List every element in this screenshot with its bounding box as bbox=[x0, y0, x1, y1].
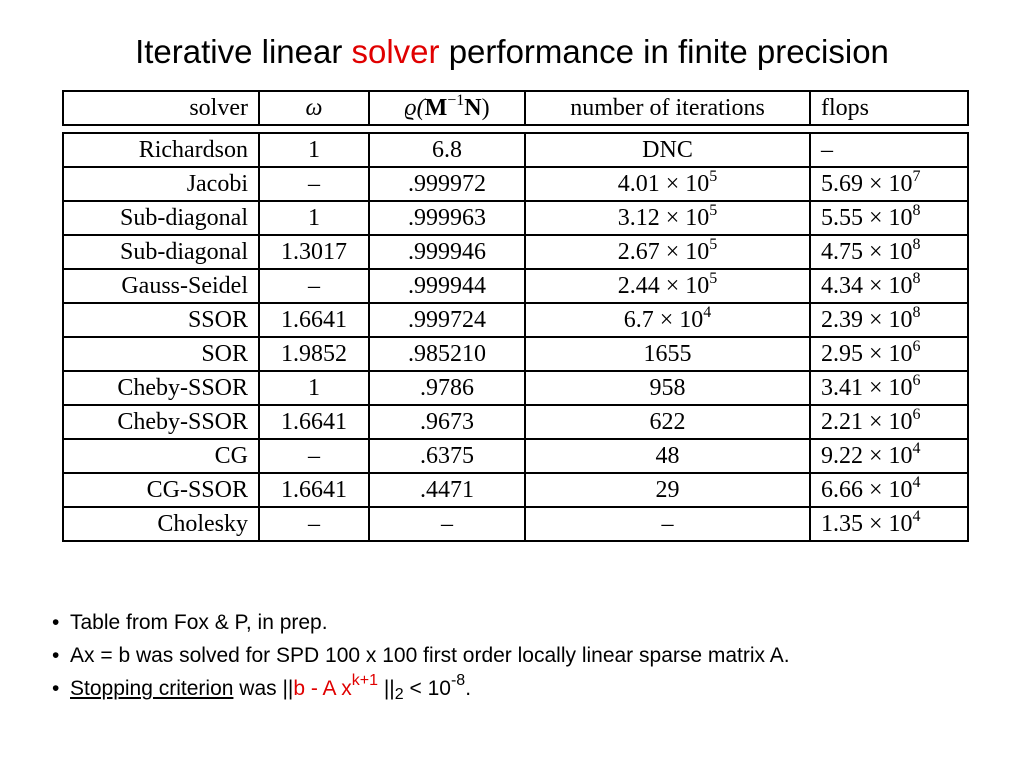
cell-iterations: $3.12 \times 10^5$ bbox=[525, 201, 810, 235]
note-item-criterion: • Stopping criterion was ||b - A $x^{k+1}$ $||_2 < 10^{-8}$. bbox=[52, 672, 472, 703]
results-table bbox=[62, 132, 969, 542]
table-row bbox=[63, 405, 968, 439]
cell-solver: SSOR bbox=[63, 303, 259, 337]
cell-omega: – bbox=[259, 167, 369, 201]
cell-omega: 1.6641 bbox=[259, 303, 369, 337]
cell-solver: Cheby-SSOR bbox=[63, 371, 259, 405]
cell-rho: .4471 bbox=[369, 473, 525, 507]
cell-solver: Sub-diagonal bbox=[63, 235, 259, 269]
cell-omega: 1.3017 bbox=[259, 235, 369, 269]
title-text-1: Iterative linear bbox=[135, 33, 352, 70]
cell-iterations: $6.7 \times 10^4$ bbox=[525, 303, 810, 337]
header-row bbox=[63, 91, 968, 125]
cell-iterations: DNC bbox=[525, 133, 810, 167]
cell-rho: .999724 bbox=[369, 303, 525, 337]
cell-iterations: $4.01 \times 10^5$ bbox=[525, 167, 810, 201]
cell-flops: $6.66 \times 10^4$ bbox=[810, 473, 968, 507]
table-row bbox=[63, 439, 968, 473]
cell-omega: 1.9852 bbox=[259, 337, 369, 371]
cell-rho: 6.8 bbox=[369, 133, 525, 167]
cell-rho: .9786 bbox=[369, 371, 525, 405]
cell-rho: .999963 bbox=[369, 201, 525, 235]
cell-rho: .999946 bbox=[369, 235, 525, 269]
cell-solver: Cheby-SSOR bbox=[63, 405, 259, 439]
table-row bbox=[63, 337, 968, 371]
bullet-dot: • bbox=[52, 644, 60, 667]
cell-omega: 1 bbox=[259, 201, 369, 235]
cell-solver: Jacobi bbox=[63, 167, 259, 201]
header-omega: ω bbox=[259, 91, 369, 125]
note-item-source: • Table from Fox & P, in prep. bbox=[52, 606, 1002, 639]
cell-iterations: $2.44 \times 10^5$ bbox=[525, 269, 810, 303]
table-row bbox=[63, 371, 968, 405]
cell-omega: – bbox=[259, 269, 369, 303]
residual-expression: b - A $x^{k+1}$ bbox=[293, 672, 378, 700]
table-row bbox=[63, 133, 968, 167]
cell-flops: $2.95 \times 10^6$ bbox=[810, 337, 968, 371]
cell-iterations: 1655 bbox=[525, 337, 810, 371]
cell-rho: .999944 bbox=[369, 269, 525, 303]
table-row bbox=[63, 269, 968, 303]
table-row bbox=[63, 235, 968, 269]
title-highlight: solver bbox=[351, 33, 440, 70]
cell-omega: 1.6641 bbox=[259, 473, 369, 507]
cell-iterations: 622 bbox=[525, 405, 810, 439]
bullet-dot: • bbox=[52, 611, 60, 634]
cell-flops: $1.35 \times 10^4$ bbox=[810, 507, 968, 541]
cell-solver: Gauss-Seidel bbox=[63, 269, 259, 303]
cell-solver: Richardson bbox=[63, 133, 259, 167]
table-row bbox=[63, 201, 968, 235]
cell-iterations: 48 bbox=[525, 439, 810, 473]
slide-title bbox=[0, 30, 1024, 74]
table-row bbox=[63, 473, 968, 507]
cell-omega: 1 bbox=[259, 371, 369, 405]
cell-rho: .985210 bbox=[369, 337, 525, 371]
notes-list bbox=[52, 606, 1002, 705]
title-text-2: performance in finite precision bbox=[439, 33, 889, 70]
cell-iterations: $2.67 \times 10^5$ bbox=[525, 235, 810, 269]
stopping-criterion-link[interactable]: Stopping criterion bbox=[70, 677, 234, 700]
cell-flops: $4.75 \times 10^8$ bbox=[810, 235, 968, 269]
cell-solver: SOR bbox=[63, 337, 259, 371]
cell-solver: CG-SSOR bbox=[63, 473, 259, 507]
bullet-dot: • bbox=[52, 677, 60, 700]
cell-rho: – bbox=[369, 507, 525, 541]
header-solver: solver bbox=[63, 91, 259, 125]
cell-omega: – bbox=[259, 507, 369, 541]
cell-flops: $5.69 \times 10^7$ bbox=[810, 167, 968, 201]
cell-flops: $4.34 \times 10^8$ bbox=[810, 269, 968, 303]
cell-iterations: – bbox=[525, 507, 810, 541]
header-iterations: number of iterations bbox=[525, 91, 810, 125]
table-row bbox=[63, 507, 968, 541]
cell-rho: .6375 bbox=[369, 439, 525, 473]
cell-omega: – bbox=[259, 439, 369, 473]
cell-solver: Sub-diagonal bbox=[63, 201, 259, 235]
cell-solver: CG bbox=[63, 439, 259, 473]
cell-solver: Cholesky bbox=[63, 507, 259, 541]
table-row bbox=[63, 303, 968, 337]
header-flops: flops bbox=[810, 91, 968, 125]
cell-iterations: 958 bbox=[525, 371, 810, 405]
table-row bbox=[63, 167, 968, 201]
cell-iterations: 29 bbox=[525, 473, 810, 507]
cell-flops: $5.55 \times 10^8$ bbox=[810, 201, 968, 235]
cell-rho: .9673 bbox=[369, 405, 525, 439]
cell-omega: 1 bbox=[259, 133, 369, 167]
note-item-problem: • Ax = b was solved for SPD 100 x 100 first order locally linear sparse matrix A. bbox=[52, 639, 1002, 672]
cell-flops: $9.22 \times 10^4$ bbox=[810, 439, 968, 473]
cell-flops: $3.41 \times 10^6$ bbox=[810, 371, 968, 405]
table-header bbox=[62, 90, 969, 126]
cell-flops: $2.21 \times 10^6$ bbox=[810, 405, 968, 439]
cell-flops: $2.39 \times 10^8$ bbox=[810, 303, 968, 337]
cell-flops: – bbox=[810, 133, 968, 167]
header-rho: $ϱ(M^{-1}N)$ bbox=[369, 91, 525, 125]
cell-omega: 1.6641 bbox=[259, 405, 369, 439]
cell-rho: .999972 bbox=[369, 167, 525, 201]
